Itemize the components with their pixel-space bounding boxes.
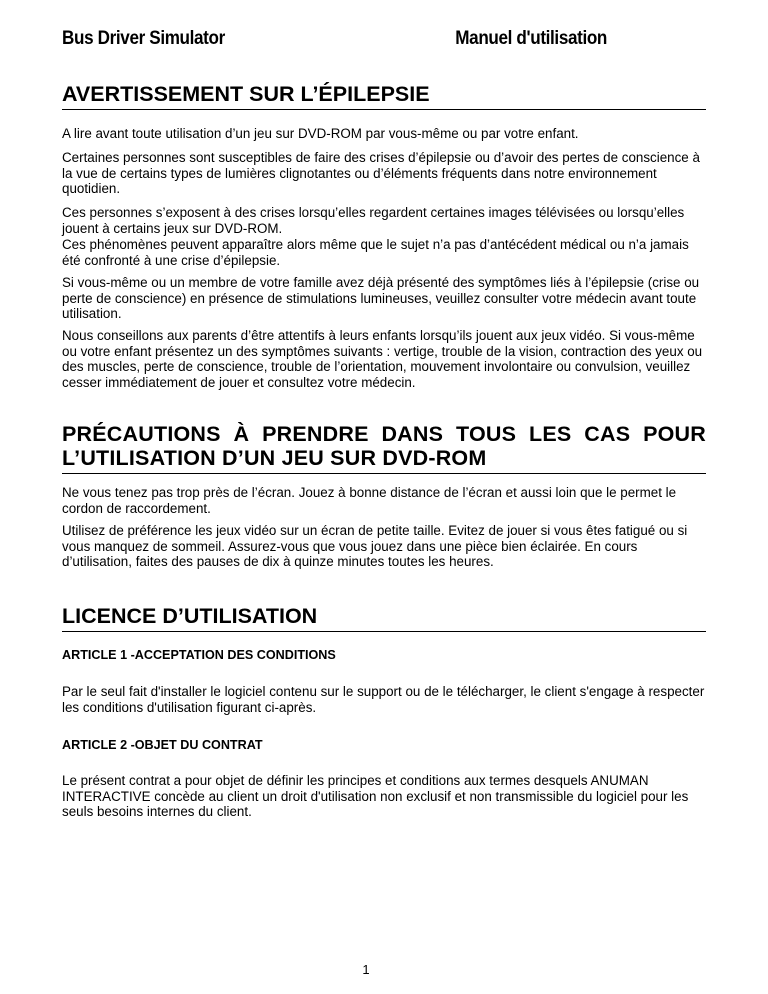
- epilepsy-body: [62, 205, 706, 236]
- precautions-body: [62, 523, 706, 570]
- epilepsy-paragraph: Si vous-même ou un membre de votre famille avez déjà présenté des symptômes liés à l’épilepsie (crise ou perte de conscience) en présence de stimulations lumineuses, veuillez consulter votre médecin avant toute utilisation.: [62, 275, 700, 322]
- licence-heading: LICENCE D’UTILISATION: [62, 604, 706, 632]
- article-1-body: [62, 684, 706, 715]
- epilepsy-paragraph: Certaines personnes sont susceptibles de faire des crises d’épilepsie ou d’avoir des pertes de conscience à la vue de certains types de lumières clignotantes ou d’éléments fréquents dans notre environnement quotidien.: [62, 150, 700, 197]
- running-header: [62, 28, 642, 54]
- precautions-body: [62, 485, 706, 516]
- licence-section: [62, 604, 706, 632]
- article-2: [62, 738, 706, 753]
- epilepsy-paragraph: A lire avant toute utilisation d’un jeu sur DVD-ROM par vous-même ou par votre enfant.: [62, 126, 579, 141]
- epilepsy-body: [62, 126, 706, 142]
- precautions-paragraph: Ne vous tenez pas trop près de l’écran. Jouez à bonne distance de l’écran et aussi loin que le permet le cordon de raccordement.: [62, 485, 677, 516]
- epilepsy-paragraph: Nous conseillons aux parents d’être attentifs à leurs enfants lorsqu’ils jouent aux jeux vidéo. Si vous-même ou votre enfant présentez un des symptômes suivants : vertige, trouble de la vision, contraction des yeux ou des muscles, perte de conscience, trouble de l’orientation, mouvement involontaire ou convulsion, veuillez cesser immédiatement de jouer et consultez votre médecin.: [62, 328, 703, 390]
- epilepsy-body: [62, 328, 706, 390]
- article-text: Le présent contrat a pour objet de définir les principes et conditions aux termes desquels ANUMAN INTERACTIVE concède au client un droit d'utilisation non exclusif et non transmissible du logiciel pour les seuls besoins internes du client.: [62, 773, 689, 820]
- epilepsy-body: [62, 237, 706, 268]
- precautions-heading: PRÉCAUTIONS À PRENDRE DANS TOUS LES CAS POUR L’UTILISATION D’UN JEU SUR DVD-ROM: [62, 422, 706, 474]
- document-page: [62, 0, 706, 994]
- article-title: ARTICLE 2 -OBJET DU CONTRAT: [62, 738, 263, 752]
- article-1: [62, 648, 706, 663]
- epilepsy-heading: AVERTISSEMENT SUR L’ÉPILEPSIE: [62, 82, 706, 110]
- article-2-body: [62, 773, 706, 820]
- epilepsy-paragraph: Ces phénomènes peuvent apparaître alors même que le sujet n’a pas d’antécédent médical ou n’a jamais été confronté à une crise d’épilepsie.: [62, 237, 689, 268]
- header-product-name: Bus Driver Simulator: [62, 28, 225, 49]
- precautions-section: [62, 422, 706, 474]
- header-manual-title: Manuel d'utilisation: [455, 28, 608, 49]
- article-text: Par le seul fait d'installer le logiciel contenu sur le support ou de le télécharger, le client s'engage à respecter les conditions d'utilisation figurant ci-après.: [62, 684, 705, 715]
- epilepsy-warning-section: [62, 82, 706, 110]
- epilepsy-body: [62, 275, 706, 322]
- article-title: ARTICLE 1 -ACCEPTATION DES CONDITIONS: [62, 648, 336, 662]
- epilepsy-body: [62, 150, 706, 197]
- precautions-paragraph: Utilisez de préférence les jeux vidéo sur un écran de petite taille. Evitez de jouer si vous êtes fatigué ou si vous manquez de sommeil. Assurez-vous que vous jouez dans une pièce bien éclairée. En cours d’utilisation, faites des pauses de dix à quinze minutes toutes les heures.: [62, 523, 688, 570]
- epilepsy-paragraph: Ces personnes s’exposent à des crises lorsqu’elles regardent certaines images télévisées ou lorsqu’elles jouent à certains jeux sur DVD-ROM.: [62, 205, 685, 236]
- page-number: 1: [362, 962, 370, 977]
